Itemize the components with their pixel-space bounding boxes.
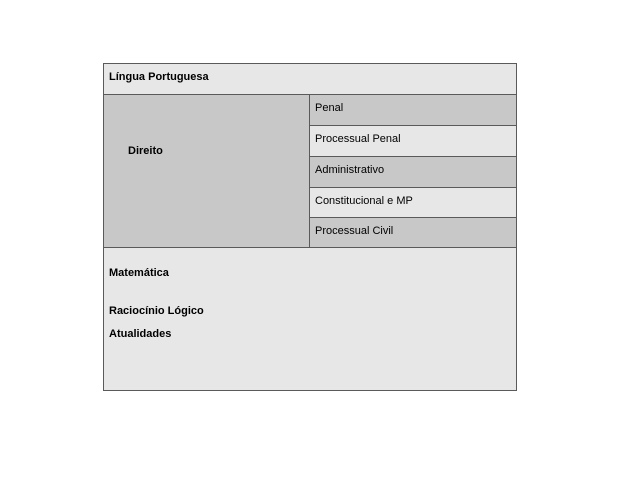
subject-label: Constitucional e MP xyxy=(315,195,413,207)
subject-label: Processual Penal xyxy=(315,133,401,145)
row-lingua-portuguesa xyxy=(104,64,516,95)
subject-constitucional-e-mp xyxy=(310,188,516,218)
matematica-label: Matemática xyxy=(109,267,169,279)
direito-cell xyxy=(104,95,310,248)
subject-label: Processual Civil xyxy=(315,225,394,237)
direito-subjects-list xyxy=(310,95,516,248)
atualidades-label: Atualidades xyxy=(109,328,172,340)
lingua-portuguesa-label: Língua Portuguesa xyxy=(109,71,209,83)
subject-processual-penal xyxy=(310,126,516,157)
raciocinio-logico-label: Raciocínio Lógico xyxy=(109,305,204,317)
subject-penal xyxy=(310,95,516,126)
direito-label: Direito xyxy=(128,145,163,157)
subjects-table xyxy=(103,63,517,391)
subject-processual-civil xyxy=(310,218,516,247)
subject-administrativo xyxy=(310,157,516,188)
other-subjects-cell xyxy=(104,248,516,390)
subject-label: Administrativo xyxy=(315,164,385,176)
subject-label: Penal xyxy=(315,102,344,114)
